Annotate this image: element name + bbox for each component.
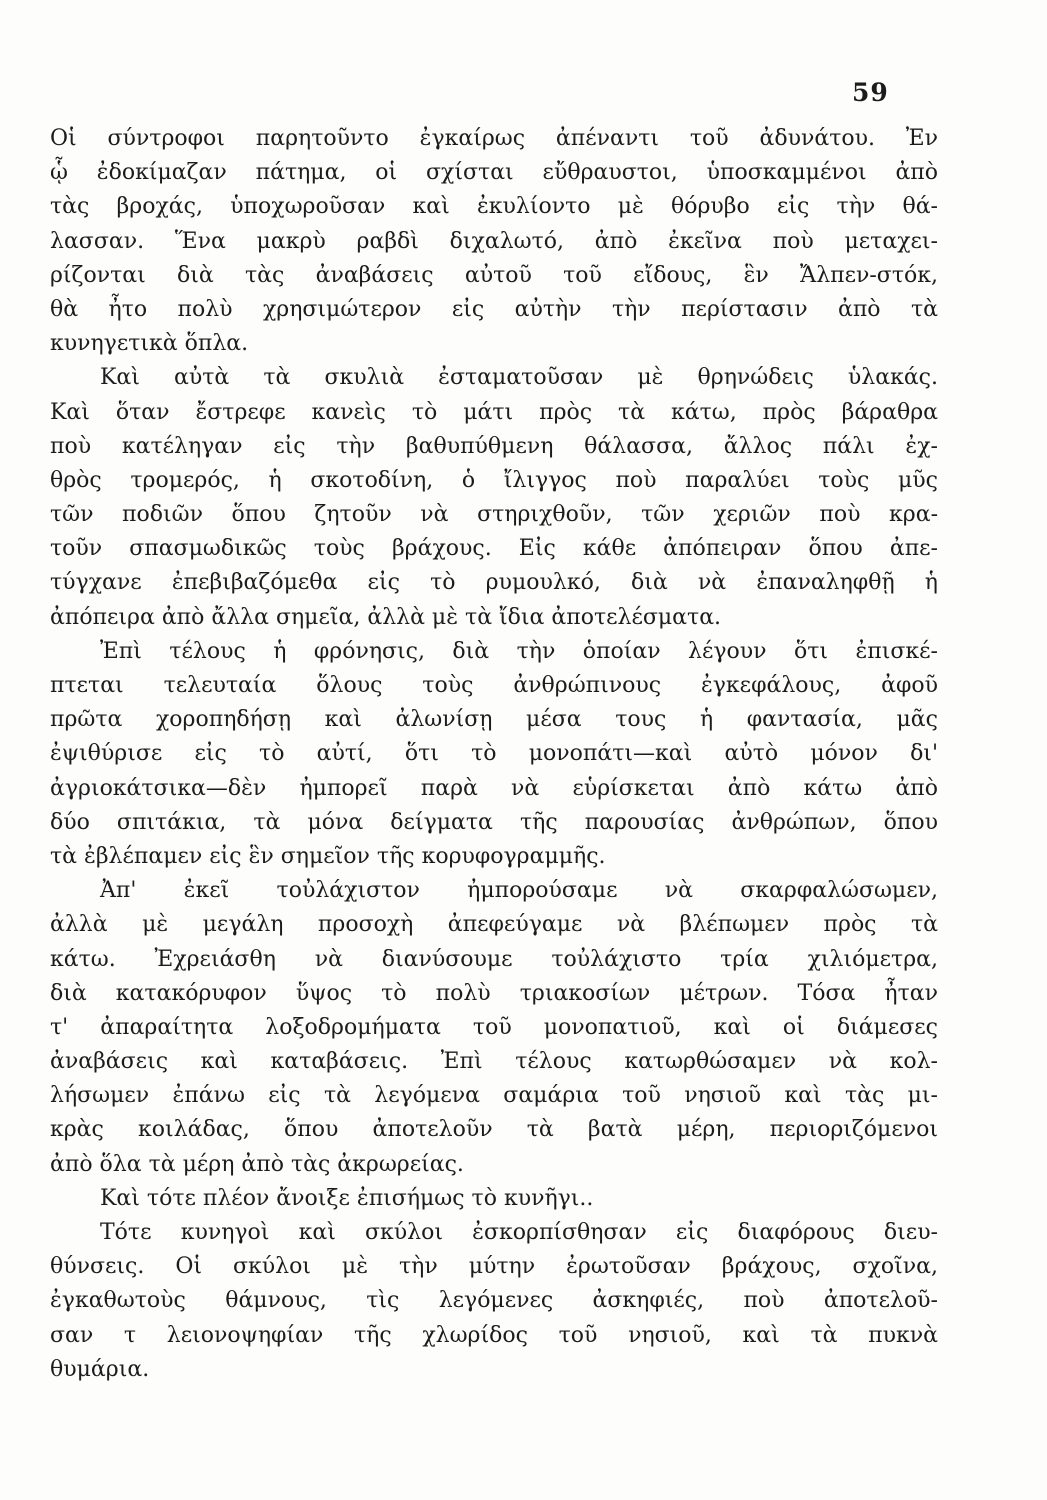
text-line: Καὶ τότε πλέον ἄνοιξε ἐπισήμως τὸ κυνῆγι.. (100, 1185, 594, 1211)
text-line: ἀπόπειρα ἀπὸ ἄλλα σημεῖα, ἀλλὰ μὲ τὰ ἴδια ἀποτελέσματα. (50, 604, 722, 630)
text-line: λασσαν. Ἕνα μακρὺ ραβδὶ διχαλωτό, ἀπὸ ἐκεῖνα ποὺ μεταχει- (50, 228, 938, 254)
text-line: κυνηγετικὰ ὅπλα. (50, 331, 249, 357)
text-line: τὰ ἐβλέπαμεν εἰς ἓν σημεῖον τῆς κορυφογραμμῆς. (50, 843, 606, 869)
text-line: ποὺ κατέληγαν εἰς τὴν βαθυπύθμενη θάλασσα, ἄλλος πάλι ἐχ- (50, 433, 938, 459)
text-line: Καὶ ὅταν ἔστρεφε κανεὶς τὸ μάτι πρὸς τὰ κάτω, πρὸς βάραθρα (50, 399, 938, 425)
body-text (50, 122, 938, 1387)
text-line: ἐψιθύρισε εἰς τὸ αὐτί, ὅτι τὸ μονοπάτι—καὶ αὐτὸ μόνον δι' (50, 741, 938, 767)
text-line: τοῦν σπασμωδικῶς τοὺς βράχους. Εἰς κάθε ἀπόπειραν ὅπου ἀπε- (50, 536, 938, 562)
text-line: ᾧ ἐδοκίμαζαν πάτημα, οἱ σχίσται εὔθραυστοι, ὑποσκαμμένοι ἀπὸ (50, 160, 938, 186)
text-line: ἀπὸ ὅλα τὰ μέρη ἀπὸ τὰς ἀκρωρείας. (50, 1151, 464, 1177)
text-line: δύο σπιτάκια, τὰ μόνα δείγματα τῆς παρουσίας ἀνθρώπων, ὅπου (50, 809, 938, 835)
text-line: διὰ κατακόρυφον ὕψος τὸ πολὺ τριακοσίων μέτρων. Τόσα ἦταν (50, 980, 938, 1006)
text-line: θυμάρια. (50, 1356, 150, 1382)
text-line: ἀναβάσεις καὶ καταβάσεις. Ἐπὶ τέλους κατωρθώσαμεν νὰ κολ- (50, 1049, 938, 1075)
page-number: 59 (852, 78, 889, 107)
text-line: σαν τ λειονοψηφίαν τῆς χλωρίδος τοῦ νησιοῦ, καὶ τὰ πυκνὰ (50, 1322, 938, 1348)
text-line: ἐγκαθωτοὺς θάμνους, τὶς λεγόμενες ἀσκηφιές, ποὺ ἀποτελοῦ- (50, 1288, 938, 1314)
text-line: ἀγριοκάτσικα—δὲν ἠμπορεῖ παρὰ νὰ εὑρίσκεται ἀπὸ κάτω ἀπὸ (50, 775, 938, 801)
text-line: Ἐπὶ τέλους ἡ φρόνησις, διὰ τὴν ὁποίαν λέγουν ὅτι ἐπισκέ- (100, 638, 938, 664)
text-line: τῶν ποδιῶν ὅπου ζητοῦν νὰ στηριχθοῦν, τῶν χεριῶν ποὺ κρα- (50, 502, 938, 528)
text-line: θύνσεις. Οἱ σκύλοι μὲ τὴν μύτην ἐρωτοῦσαν βράχους, σχοῖνα, (50, 1254, 938, 1280)
text-line: Οἱ σύντροφοι παρητοῦντο ἐγκαίρως ἀπέναντι τοῦ ἀδυνάτου. Ἐν (50, 126, 938, 151)
text-line: Καὶ αὐτὰ τὰ σκυλιὰ ἐσταματοῦσαν μὲ θρηνώδεις ὑλακάς. (100, 365, 938, 391)
text-line: πρῶτα χοροπηδήσῃ καὶ ἀλωνίσῃ μέσα τους ἡ φαντασία, μᾶς (50, 707, 938, 733)
text-line: ἀλλὰ μὲ μεγάλη προσοχὴ ἀπεφεύγαμε νὰ βλέπωμεν πρὸς τὰ (50, 912, 938, 938)
text-line: τύγχανε ἐπεβιβαζόμεθα εἰς τὸ ρυμουλκό, διὰ νὰ ἐπαναληφθῇ ἡ (50, 570, 938, 596)
text-line: τὰς βροχάς, ὑποχωροῦσαν καὶ ἐκυλίοντο μὲ θόρυβο εἰς τὴν θά- (50, 194, 938, 220)
text-line: θρὸς τρομερός, ἡ σκοτοδίνη, ὁ ἴλιγγος ποὺ παραλύει τοὺς μῦς (50, 467, 938, 493)
text-line: θὰ ἦτο πολὺ χρησιμώτερον εἰς αὐτὴν τὴν περίστασιν ἀπὸ τὰ (50, 296, 938, 322)
text-line: Τότε κυνηγοὶ καὶ σκύλοι ἐσκορπίσθησαν εἰς διαφόρους διευ- (100, 1220, 938, 1245)
text-line: ρίζονται διὰ τὰς ἀναβάσεις αὐτοῦ τοῦ εἴδους, ἓν Ἄλπεν-στόκ, (50, 262, 938, 288)
text-line: πτεται τελευταία ὅλους τοὺς ἀνθρώπινους ἐγκεφάλους, ἀφοῦ (50, 673, 938, 698)
text-line: κρὰς κοιλάδας, ὅπου ἀποτελοῦν τὰ βατὰ μέρη, περιοριζόμενοι (50, 1117, 938, 1143)
text-line: τ' ἀπαραίτητα λοξοδρομήματα τοῦ μονοπατιοῦ, καὶ οἱ διάμεσες (50, 1014, 938, 1040)
text-line: λήσωμεν ἐπάνω εἰς τὰ λεγόμενα σαμάρια τοῦ νησιοῦ καὶ τὰς μι- (50, 1083, 938, 1109)
text-line: κάτω. Ἐχρειάσθη νὰ διανύσουμε τοὐλάχιστο τρία χιλιόμετρα, (50, 946, 938, 972)
text-line: Ἀπ' ἐκεῖ τοὐλάχιστον ἠμπορούσαμε νὰ σκαρφαλώσωμεν, (100, 878, 938, 904)
